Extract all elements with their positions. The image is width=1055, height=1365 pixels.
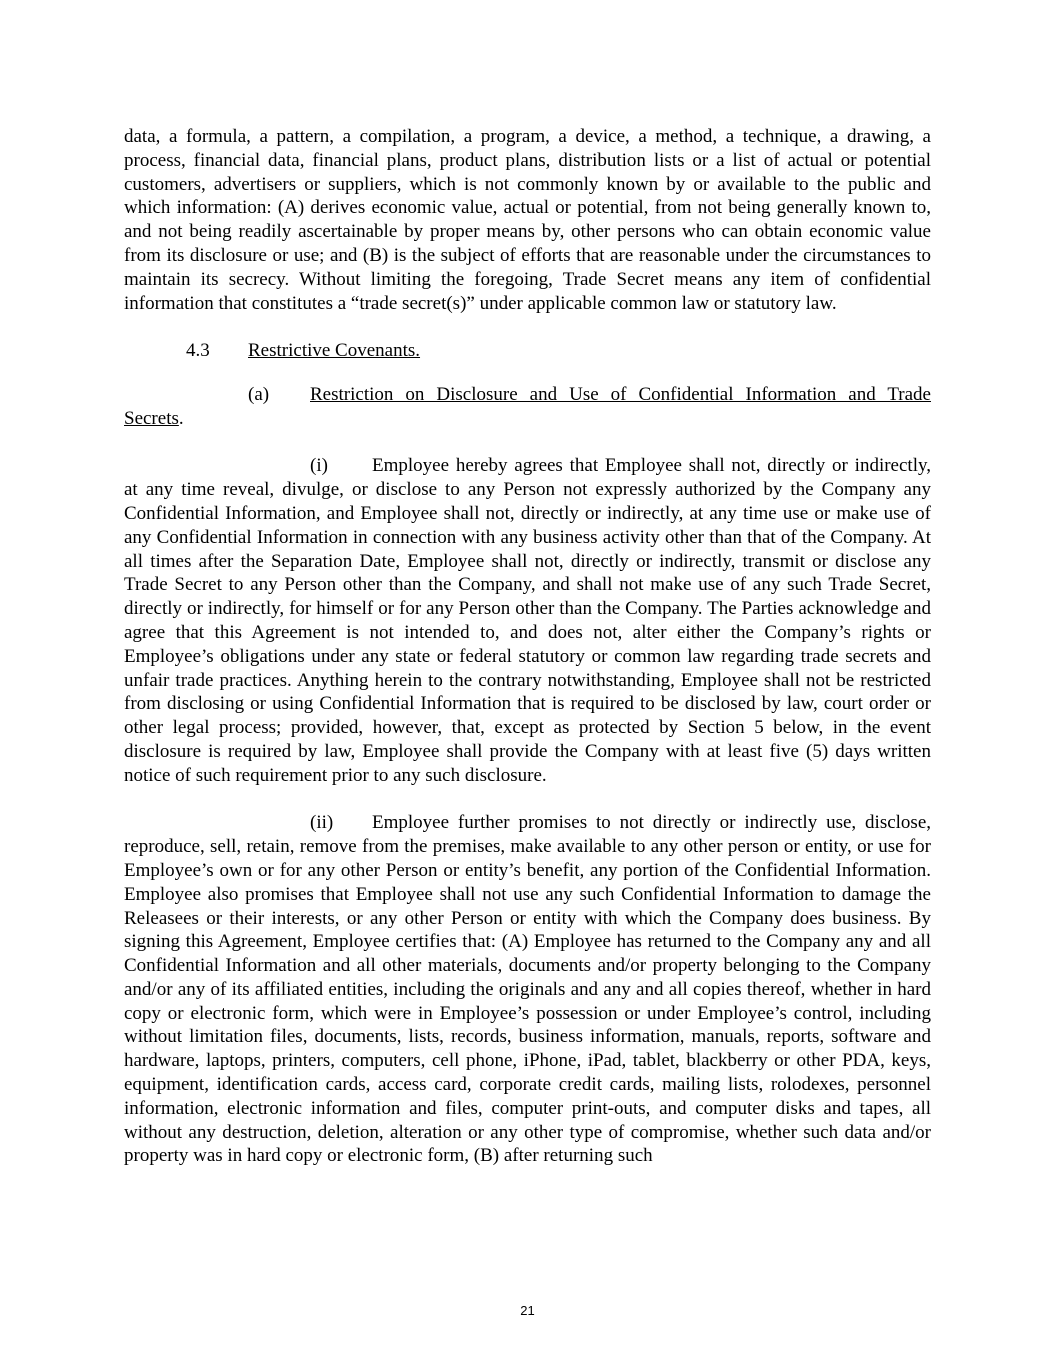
clause-i-paragraph	[124, 454, 931, 787]
clause-ii-text: Employee further promises to not directly or indirectly use, disclose, reproduce, sell, retain, remove from the premises, make available to any other person or entity, or use for Employee’s own or for any other Person or entity’s benefit, any portion of the Confidential Information. Employee also promises that Employee shall not use any such Confidential Information to damage the Releasees or their interests, or any other Person or entity with which the Company does business. By signing this Agreement, Employee certifies that: (A) Employee has returned to the Company any and all Confidential Information and all other materials, documents and/or property belonging to the Company and/or any of its affiliated entities, including the originals and any and all copies thereof, whether in hard copy or electronic form, which were in Employee’s possession or under Employee’s control, including without limitation files, documents, lists, records, business information, manuals, reports, software and hardware, laptops, printers, computers, cell phone, iPhone, iPad, tablet, blackberry or other PDA, keys, equipment, identification cards, access card, corporate credit cards, mailing lists, rolodexes, personnel information, electronic information and files, computer print-outs, and computer disks and tapes, all without any destruction, deletion, alteration or any other type of compromise, whether such data and/or property was in hard copy or electronic form, (B) after returning such	[124, 812, 931, 1167]
section-number: 4.3	[186, 340, 210, 362]
clause-i-label: (i)	[310, 455, 328, 477]
trade-secret-definition-paragraph: data, a formula, a pattern, a compilation, a program, a device, a method, a technique, a drawing, a process, financial data, financial plans, product plans, distribution lists or a list of actual or potential customers, advertisers or suppliers, which is not commonly known by or available to the public and which information: (A) derives economic value, actual or potential, from not being generally known to, and not being readily ascertainable by proper means by, other persons who can obtain economic value from its disclosure or use; and (B) is the subject of efforts that are reasonable under the circumstances to maintain its secrecy. Without limiting the foregoing, Trade Secret means any item of confidential information that constitutes a “trade secret(s)” under applicable common law or statutory law.	[124, 126, 931, 314]
page-number: 21	[520, 1303, 535, 1318]
section-title: Restrictive Covenants.	[248, 340, 421, 362]
subsection-a-first-line	[124, 383, 931, 407]
clause-ii-paragraph	[124, 811, 931, 1168]
section-4-3-heading	[124, 339, 931, 363]
subsection-title-end: .	[178, 407, 184, 429]
subsection-title-line1: Restriction on Disclosure and Use of Confidential Information and Trade	[310, 383, 931, 405]
subsection-label: (a)	[248, 383, 270, 405]
document-page	[124, 125, 931, 1168]
clause-i-text: Employee hereby agrees that Employee shall not, directly or indirectly, at any time reveal, divulge, or disclose to any Person not expressly authorized by the Company any Confidential Information, and Employee shall not, directly or indirectly, at any time use or make use of any Confidential Information in connection with any business activity other than that of the Company. At all times after the Separation Date, Employee shall not, directly or indirectly, transmit or disclose any Trade Secret to any Person other than the Company, and shall not make use of any such Trade Secret, directly or indirectly, for himself or for any Person other than the Company. The Parties acknowledge and agree that this Agreement is not intended to, and does not, alter either the Company’s rights or Employee’s obligations under any state or federal statutory or common law regarding trade secrets and unfair trade practices. Anything herein to the contrary notwithstanding, Employee shall not be restricted from disclosing or using Confidential Information that is required to be disclosed by law, court order or other legal process; provided, however, that, except as protected by Section 5 below, in the event disclosure is required by law, Employee shall provide the Company with at least five (5) days written notice of such requirement prior to any such disclosure.	[124, 455, 931, 786]
clause-ii-label: (ii)	[310, 812, 334, 834]
subsection-a-heading	[124, 383, 931, 431]
subsection-title-line2: Secrets	[124, 407, 179, 429]
